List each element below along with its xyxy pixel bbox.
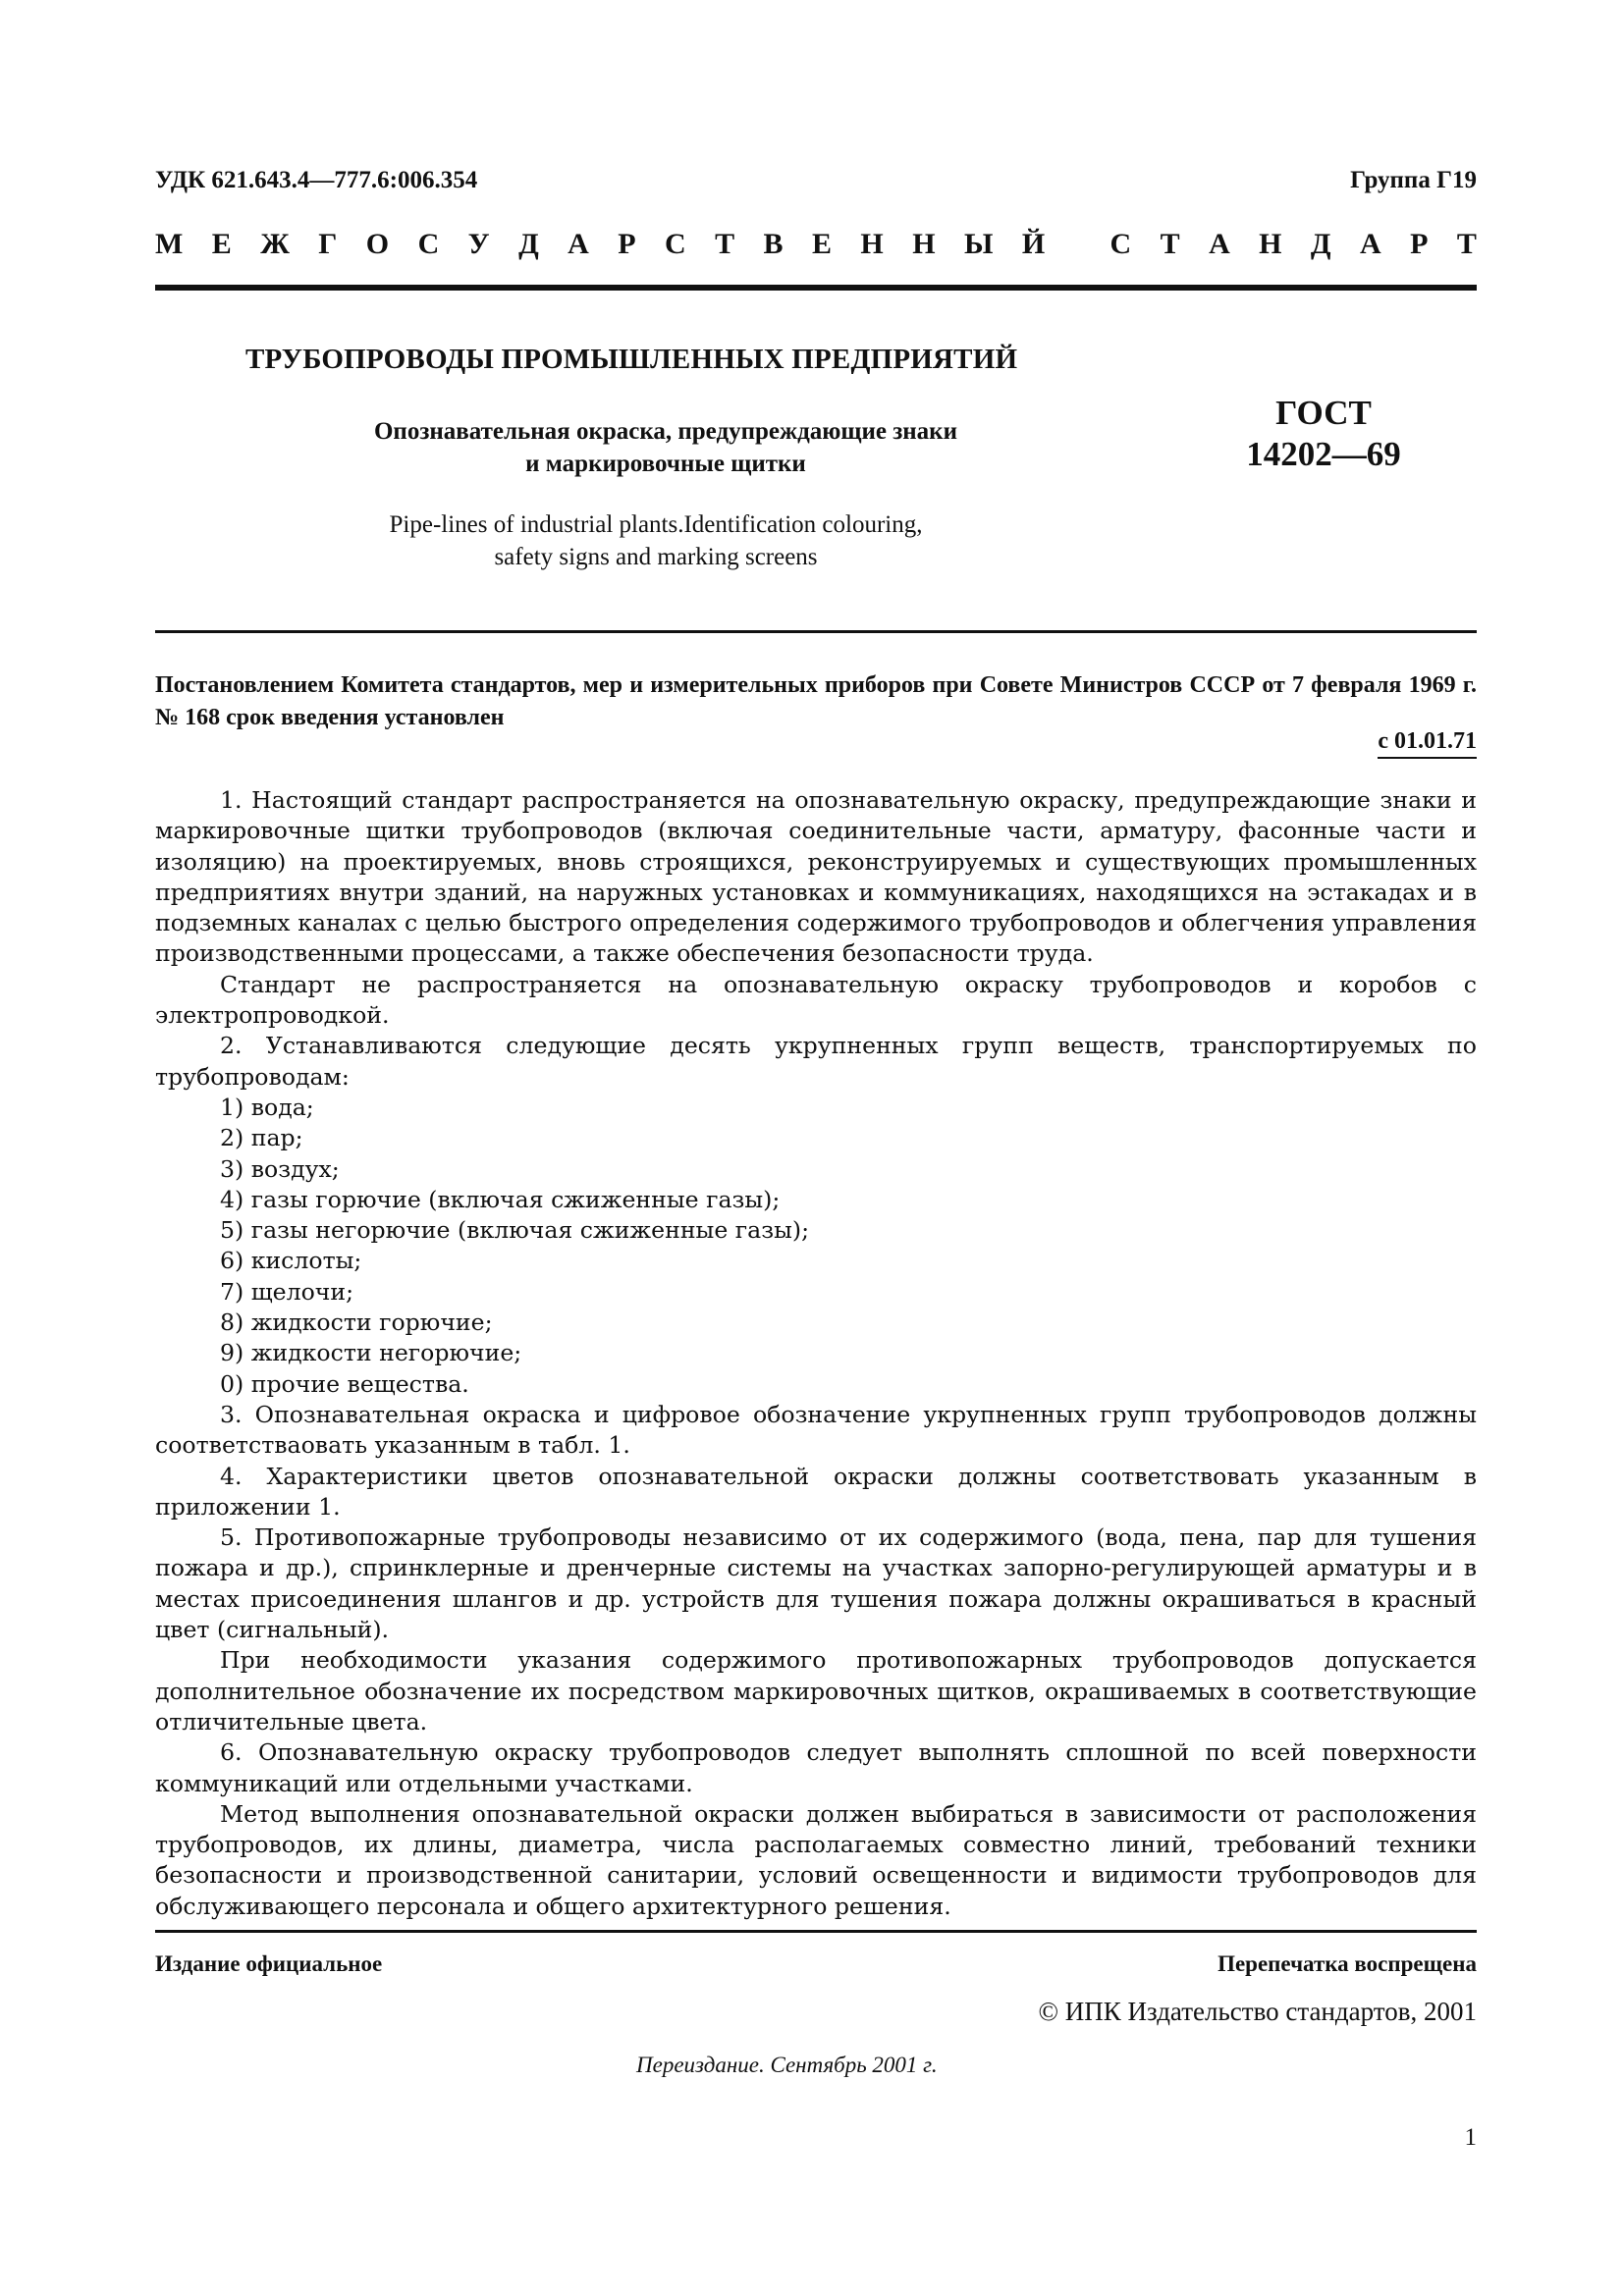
subtitle-line-2: и маркировочные щитки — [525, 451, 806, 477]
banner-letter — [1074, 228, 1082, 261]
document-body — [155, 785, 1477, 1922]
list-item: 0) прочие вещества. — [220, 1369, 469, 1398]
banner-letter: А — [1209, 228, 1230, 260]
banner-letter: Ы — [963, 228, 994, 260]
list-item: 5) газы негорючие (включая сжиженные газы); — [220, 1216, 810, 1245]
paragraph: Метод выполнения опознавательной окраски должен выбираться в зависимости от расположения трубопроводов, их длины, диаметра, числа располагаемых совместно линий, требований техники безопасности и производственной санитарии, условий освещенности и видимости трубопроводов для обслуживающего персонала и общего архитектурного решения. — [155, 1799, 1477, 1920]
paragraph: 1. Настоящий стандарт распространяется на опознавательную окраску, предупреждающие знаки и маркировочные щитки трубопроводов (включая соединительные части, арматуру, фасонные части и изоляцию) на проектируемых, вновь строящихся, реконструируемых и существующих промышленных предприятиях внутри зданий, на наружных установках и коммуникациях, находящихся на эстакадах и в подземных каналах с целью быстрого определения содержимого трубопроводов и облегчения управления производственными процессами, а также обеспечения безопасности труда. — [155, 786, 1477, 968]
banner-letter: Д — [1310, 228, 1331, 260]
gost-label: ГОСТ — [1275, 394, 1372, 432]
document-title: ТРУБОПРОВОДЫ ПРОМЫШЛЕННЫХ ПРЕДПРИЯТИЙ — [245, 344, 1018, 375]
banner-letter: А — [1359, 228, 1381, 260]
banner-letter: Р — [1410, 228, 1429, 260]
list-item: 4) газы горючие (включая сжиженные газы); — [220, 1185, 781, 1213]
decree-text: Постановлением Комитета стандартов, мер и измерительных приборов при Совете Министров СССР от 7 февраля 1969 г. № 168 срок введения установлен — [155, 672, 1477, 730]
document-subtitle — [322, 415, 1009, 480]
banner-letter: С — [417, 228, 440, 260]
banner-letter: Й — [1021, 228, 1046, 260]
paragraph: Стандарт не распространяется на опознавательную окраску трубопроводов и коробов с электропроводкой. — [155, 970, 1477, 1030]
banner-letter: О — [365, 228, 390, 260]
effective-date: с 01.01.71 — [1378, 728, 1477, 759]
header-rule — [155, 285, 1477, 291]
banner-letter: Т — [1160, 228, 1180, 260]
interstate-standard-banner — [155, 228, 1477, 261]
banner-letter: Н — [1259, 228, 1282, 260]
banner-letter: А — [568, 228, 589, 260]
banner-letter: Т — [715, 228, 735, 260]
banner-letter: Д — [518, 228, 539, 260]
banner-letter: М — [155, 228, 184, 260]
reprint-note: Перепечатка воспрещена — [1217, 1951, 1477, 1976]
list-item: 6) кислоты; — [220, 1247, 362, 1275]
banner-letter: У — [467, 228, 490, 260]
banner-letter: Е — [211, 228, 232, 260]
english-title-line-1: Pipe-lines of industrial plants.Identification colouring, — [389, 511, 923, 538]
english-title-line-2: safety signs and marking screens — [494, 544, 818, 570]
list-item: 2) пар; — [220, 1124, 303, 1152]
english-title — [293, 508, 1019, 573]
banner-letter: Г — [318, 228, 338, 260]
banner-letter: В — [763, 228, 784, 260]
list-item: 7) щелочи; — [220, 1277, 354, 1306]
paragraph: 6. Опознавательную окраску трубопроводов следует выполнять сплошной по всей поверхности коммуникаций или отдельными участками. — [155, 1738, 1477, 1797]
banner-letter: С — [665, 228, 686, 260]
edition-note: Издание официальное — [155, 1951, 383, 1976]
gost-number — [1225, 393, 1422, 475]
paragraph: 2. Устанавливаются следующие десять укрупненных групп веществ, транспортируемых по трубопроводам: — [155, 1032, 1477, 1091]
list-item: 8) жидкости горючие; — [220, 1308, 493, 1337]
paragraph: 4. Характеристики цветов опознавательной окраски должны соответствовать указанным в приложении 1. — [155, 1462, 1477, 1521]
page-number: 1 — [1464, 2124, 1477, 2151]
list-item: 1) вода; — [220, 1093, 314, 1121]
banner-letter: Н — [860, 228, 884, 260]
list-item: 3) воздух; — [220, 1154, 340, 1183]
copyright-note: © ИПК Издательство стандартов, 2001 — [1038, 1997, 1477, 2026]
paragraph: При необходимости указания содержимого противопожарных трубопроводов допускается дополнительное обозначение их посредством маркировочных щитков, окрашиваемых в соответствующие отличительные цвета. — [155, 1646, 1477, 1735]
banner-letter: Р — [618, 228, 636, 260]
udk-code: УДК 621.643.4—777.6:006.354 — [155, 167, 478, 193]
gost-code: 14202—69 — [1246, 435, 1401, 473]
banner-letter: Е — [811, 228, 832, 260]
reissue-note: Переиздание. Сентябрь 2001 г. — [636, 2053, 938, 2077]
footer-rule — [155, 1930, 1477, 1933]
paragraph: 5. Противопожарные трубопроводы независимо от их содержимого (вода, пена, пар для тушения пожара и др.), спринклерные и дренчерные системы на участках запорно-регулирующей арматуры и в местах присоединения шлангов и др. устройств для тушения пожара должны окрашиваться в красный цвет (сигнальный). — [155, 1523, 1477, 1644]
banner-letter: Н — [912, 228, 936, 260]
list-item: 9) жидкости негорючие; — [220, 1339, 522, 1367]
document-page — [155, 0, 1477, 2296]
title-rule — [155, 630, 1477, 633]
banner-letter: С — [1109, 228, 1132, 260]
group-code: Группа Г19 — [1350, 167, 1477, 193]
paragraph: 3. Опознавательная окраска и цифровое обозначение укрупненных групп трубопроводов должны соответстваовать указанным в табл. 1. — [155, 1400, 1477, 1460]
banner-letter: Т — [1456, 228, 1477, 260]
banner-letter: Ж — [260, 228, 290, 260]
subtitle-line-1: Опознавательная окраска, предупреждающие знаки — [373, 418, 957, 445]
